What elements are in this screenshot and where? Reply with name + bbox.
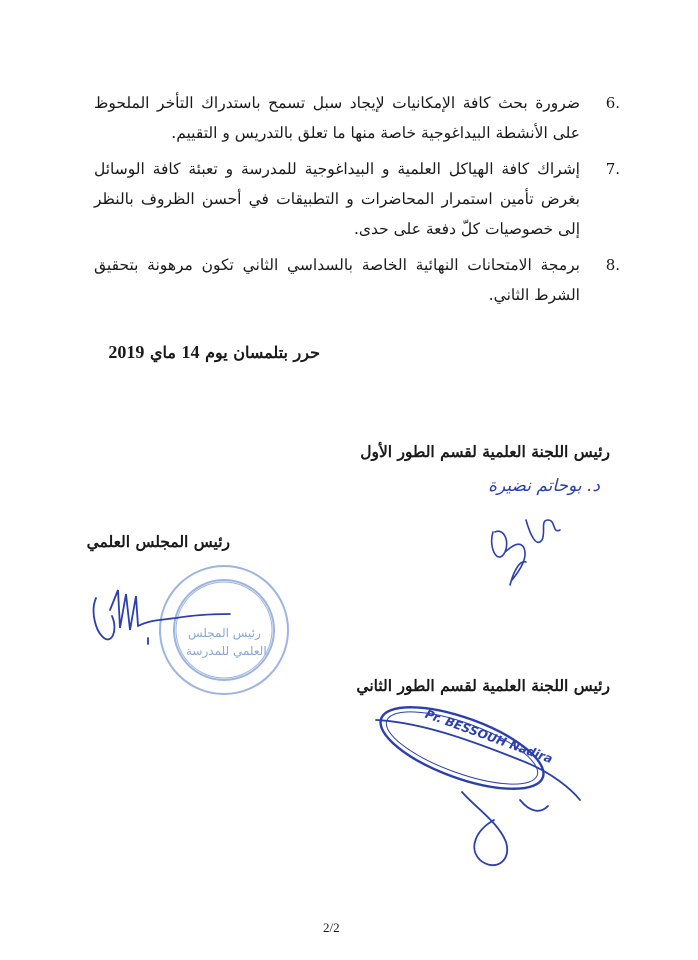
second-cycle-chair-title: رئيس اللجنة العلمية لقسم الطور الثاني [356, 676, 610, 695]
dateline-month: ماي [149, 343, 176, 362]
stamp2-text: Pr. BESSOUH Nadira [423, 706, 555, 767]
item-number: 7. [605, 160, 620, 178]
dateline-year: 2019 [108, 342, 145, 362]
first-cycle-signature [492, 520, 560, 585]
handwritten-name: د. بوحاتم نضيرة [488, 476, 600, 496]
stamp-line-1: رئيس المجلس [188, 626, 261, 640]
scientific-council-chair-title: رئيس المجلس العلمي [86, 532, 230, 551]
item-text: برمجة الامتحانات النهائية الخاصة بالسداسي الثاني تكون مرهونة بتحقيق الشرط الثاني. [94, 256, 580, 304]
second-cycle-signature [376, 720, 580, 865]
item-number: 8. [605, 256, 620, 274]
item-text: ضرورة بحث كافة الإمكانيات لإيجاد سبل تسمح باستدراك التأخر الملحوظ على الأنشطة البيداغوجية خاصة منها ما تعلق بالتدريس و التقييم. [94, 94, 580, 142]
item-number: 6. [605, 94, 620, 112]
page-number: 2/2 [323, 920, 340, 935]
dateline-day: 14 [181, 342, 200, 362]
stamp-line-2: العلمي للمدرسة [186, 644, 267, 658]
first-cycle-chair-title: رئيس اللجنة العلمية لقسم الطور الأول [360, 442, 610, 461]
dateline-prefix: حرر بتلمسان يوم [205, 343, 320, 362]
item-text: إشراك كافة الهياكل العلمية و البيداغوجية للمدرسة و تعبئة كافة الوسائل بغرض تأمين استمرار المحاضرات و التطبيقات في أحسن الظروف بالنظر إلى خصوصيات كلّ دفعة على حدى. [94, 160, 580, 238]
